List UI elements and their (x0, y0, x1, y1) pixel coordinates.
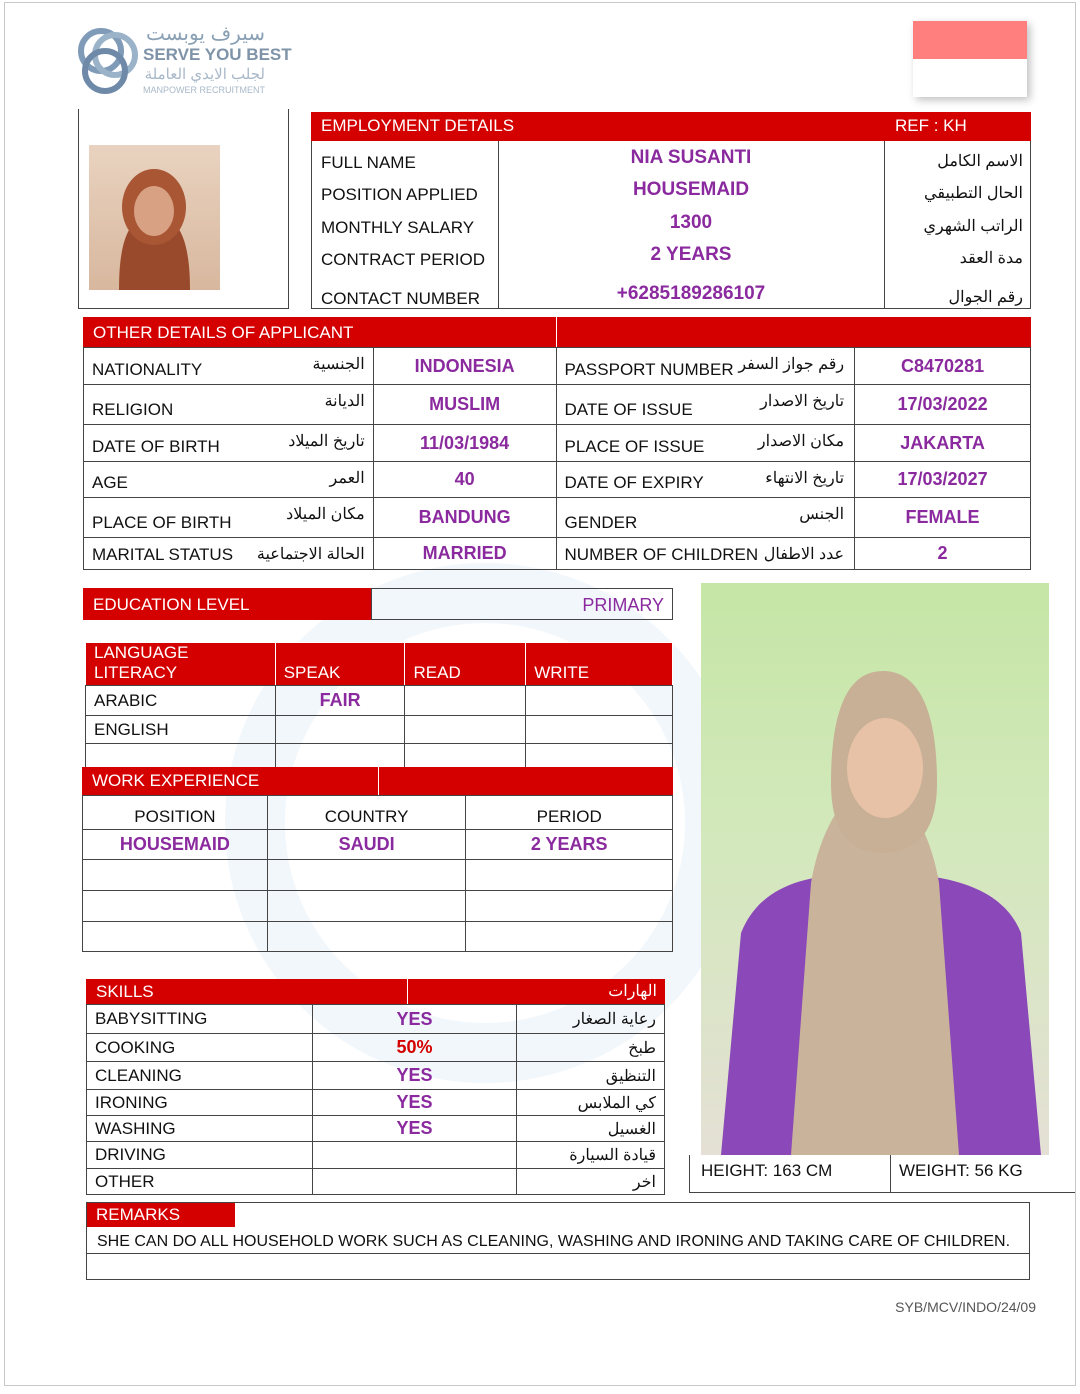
employment-value: HOUSEMAID (632, 179, 750, 200)
work-experience-header-right (378, 767, 673, 795)
employment-label: CONTACT NUMBER (321, 289, 480, 308)
employment-header-label: EMPLOYMENT DETAILS (321, 116, 515, 135)
education-header (83, 588, 371, 620)
passport-field (556, 385, 855, 425)
language-write (526, 744, 673, 770)
applicant-field-label: MARITAL STATUS (92, 545, 234, 564)
employment-label: CONTRACT PERIOD (321, 250, 486, 269)
applicant-field (84, 498, 374, 538)
employment-arabic-label: الحال التطبيقي (924, 185, 1023, 202)
passport-field-value: C8470281 (855, 348, 1031, 385)
applicant-field-value: MUSLIM (373, 385, 556, 425)
skill-row (87, 1142, 665, 1169)
employment-label: FULL NAME (321, 153, 416, 172)
applicant-field-value: BANDUNG (373, 498, 556, 538)
language-column-header: WRITE (526, 643, 673, 686)
applicant-field-arabic: تاريخ الميلاد (288, 433, 365, 450)
passport-field-label: DATE OF EXPIRY (564, 473, 704, 492)
work-column-header: COUNTRY (267, 796, 466, 830)
language-read (405, 686, 526, 716)
logo-arabic-title: سيرف يوبست (145, 23, 265, 45)
height-label: HEIGHT: 163 CM (701, 1161, 833, 1180)
logo-english-title: SERVE YOU BEST (143, 45, 292, 64)
employment-value: +6285189286107 (616, 283, 766, 304)
passport-field-label: PLACE OF ISSUE (564, 437, 705, 456)
work-period (466, 891, 673, 922)
work-position (83, 922, 268, 952)
other-details-row (84, 348, 1031, 385)
work-country: SAUDI (267, 830, 466, 860)
document-code: SYB/MCV/INDO/24/09 (895, 1299, 1036, 1315)
language-speak: FAIR (275, 686, 405, 716)
skill-arabic: التنظيق (517, 1062, 665, 1090)
language-column-header: LANGUAGE LITERACY (86, 643, 276, 686)
skill-name: DRIVING (87, 1142, 313, 1169)
passport-field-arabic: مكان الاصدار (757, 433, 845, 450)
skill-value: YES (312, 1116, 517, 1142)
employment-value: NIA SUSANTI (630, 147, 752, 168)
other-details-row (84, 385, 1031, 425)
flag-red-stripe (913, 21, 1027, 59)
skills-header-arabic: الهارات (608, 983, 657, 1000)
skill-arabic: كي الملابس (517, 1090, 665, 1116)
skill-value: YES (312, 1090, 517, 1116)
passport-field-arabic: رقم جواز السفر (738, 356, 845, 373)
person-silhouette-icon (89, 145, 220, 290)
applicant-field-arabic: الديانة (324, 393, 365, 410)
applicant-field-value: 40 (373, 462, 556, 498)
skills-header-label: SKILLS (96, 982, 154, 1001)
passport-field-label: NUMBER OF CHILDREN (564, 545, 759, 564)
applicant-field-label: NATIONALITY (92, 360, 203, 379)
work-position: HOUSEMAID (83, 830, 268, 860)
skill-row (87, 1116, 665, 1142)
language-write (526, 716, 673, 744)
language-row (86, 716, 673, 744)
applicant-field (84, 348, 374, 385)
language-read (405, 744, 526, 770)
applicant-field-label: DATE OF BIRTH (92, 437, 220, 456)
work-position (83, 891, 268, 922)
employment-arabic-label: الاسم الكامل (937, 153, 1023, 170)
passport-field-value: 17/03/2022 (855, 385, 1031, 425)
work-period (466, 860, 673, 891)
work-experience-table (82, 795, 673, 952)
language-column-header: READ (405, 643, 526, 686)
skill-name: WASHING (87, 1116, 313, 1142)
work-country (267, 860, 466, 891)
other-details-row (84, 462, 1031, 498)
skill-value: YES (312, 1062, 517, 1090)
company-logo (75, 21, 292, 101)
remarks-header-label: REMARKS (96, 1205, 181, 1224)
skill-value (312, 1142, 517, 1169)
other-details-row (84, 498, 1031, 538)
indonesia-flag (913, 21, 1027, 97)
passport-field-value: FEMALE (855, 498, 1031, 538)
logo-arabic-subtitle: لجلب الايدي العاملة (144, 66, 265, 83)
language-write (526, 686, 673, 716)
employment-arabic-label: رقم الجوال (948, 289, 1023, 306)
person-full-body-icon (701, 583, 1049, 1155)
applicant-field-arabic: مكان الميلاد (286, 506, 365, 523)
employment-value: 1300 (669, 212, 713, 233)
work-experience-label: WORK EXPERIENCE (92, 771, 260, 790)
language-row (86, 744, 673, 770)
passport-field-arabic: عدد الاطفال (763, 546, 845, 563)
applicant-field-label: RELIGION (92, 400, 174, 419)
skill-arabic: اخر (517, 1169, 665, 1195)
passport-field-arabic: الجنس (799, 506, 845, 523)
work-experience-header (82, 767, 378, 795)
passport-field-arabic: تاريخ الانتهاء (765, 470, 845, 487)
work-country (267, 922, 466, 952)
education-label: EDUCATION LEVEL (93, 595, 250, 614)
other-details-header (83, 317, 556, 347)
weight-label: WEIGHT: 56 KG (899, 1161, 1023, 1180)
work-position (83, 860, 268, 891)
language-name: ENGLISH (86, 716, 276, 744)
logo-english-subtitle: MANPOWER RECRUITMENT (143, 85, 265, 95)
passport-field (556, 462, 855, 498)
work-column-header: POSITION (83, 796, 268, 830)
skill-name: CLEANING (87, 1062, 313, 1090)
remarks-text: SHE CAN DO ALL HOUSEHOLD WORK SUCH AS CLEANING, WASHING AND IRONING AND TAKING CARE OF CHILDREN. (97, 1233, 1011, 1250)
skills-table (86, 1004, 665, 1195)
skill-arabic: قيادة السيارة (517, 1142, 665, 1169)
passport-photo (89, 145, 220, 290)
passport-field (556, 538, 855, 570)
skill-row (87, 1034, 665, 1062)
other-details-header-right (556, 317, 1031, 347)
applicant-field-arabic: العمر (329, 470, 365, 487)
work-country (267, 891, 466, 922)
applicant-field-label: PLACE OF BIRTH (92, 513, 232, 532)
work-period (466, 922, 673, 952)
other-details-header-label: OTHER DETAILS OF APPLICANT (93, 323, 354, 342)
language-column-header: SPEAK (275, 643, 405, 686)
employment-value: 2 YEARS (650, 244, 732, 265)
ref-label: REF : KH (895, 116, 967, 135)
other-details-table (83, 347, 1031, 570)
passport-field-value: JAKARTA (855, 425, 1031, 462)
applicant-field-value: INDONESIA (373, 348, 556, 385)
skill-name: IRONING (87, 1090, 313, 1116)
logo-knot-icon (75, 25, 141, 97)
work-experience-row (83, 891, 673, 922)
education-value: PRIMARY (582, 595, 664, 615)
employment-arabic-label: مدة العقد (959, 250, 1023, 267)
applicant-field-arabic: الجنسية (312, 356, 365, 373)
flag-white-stripe (913, 59, 1027, 97)
applicant-field (84, 462, 374, 498)
passport-field-label: GENDER (564, 513, 638, 532)
education-value-cell (371, 588, 673, 620)
other-details-row (84, 538, 1031, 570)
passport-field (556, 348, 855, 385)
skill-arabic: رعاية الصغار (517, 1005, 665, 1034)
skill-value: YES (312, 1005, 517, 1034)
applicant-field-value: MARRIED (373, 538, 556, 570)
other-details-row (84, 425, 1031, 462)
skill-arabic: طبخ (517, 1034, 665, 1062)
skill-arabic: الغسيل (517, 1116, 665, 1142)
language-read (405, 716, 526, 744)
skills-header (86, 979, 407, 1004)
language-table (85, 642, 673, 770)
skill-value (312, 1169, 517, 1195)
passport-field (556, 425, 855, 462)
skill-name: OTHER (87, 1169, 313, 1195)
employment-label: POSITION APPLIED (321, 185, 478, 204)
employment-label: MONTHLY SALARY (321, 218, 475, 237)
applicant-field-label: AGE (92, 473, 128, 492)
skill-row (87, 1169, 665, 1195)
language-speak (275, 744, 405, 770)
employment-arabic-label: الراتب الشهري (923, 218, 1023, 235)
work-experience-row (83, 860, 673, 891)
measurements-box (689, 1155, 1075, 1193)
applicant-field-value: 11/03/1984 (373, 425, 556, 462)
skill-name: COOKING (87, 1034, 313, 1062)
skills-header-arabic-cell (407, 979, 665, 1004)
passport-field-value: 2 (855, 538, 1031, 570)
skill-row (87, 1090, 665, 1116)
applicant-field (84, 385, 374, 425)
skill-value: 50% (312, 1034, 517, 1062)
full-body-photo (701, 583, 1049, 1155)
employment-header (311, 112, 886, 141)
work-period: 2 YEARS (466, 830, 673, 860)
work-experience-row (83, 830, 673, 860)
passport-field-label: PASSPORT NUMBER (564, 360, 734, 379)
passport-field (556, 498, 855, 538)
cv-page (4, 2, 1076, 1386)
work-column-header: PERIOD (466, 796, 673, 830)
language-speak (275, 716, 405, 744)
ref-header (885, 112, 1031, 141)
skill-name: BABYSITTING (87, 1005, 313, 1034)
skill-row (87, 1005, 665, 1034)
language-name: ARABIC (86, 686, 276, 716)
skill-row (87, 1062, 665, 1090)
passport-field-value: 17/03/2027 (855, 462, 1031, 498)
applicant-field (84, 538, 374, 570)
work-experience-row (83, 922, 673, 952)
language-name (86, 744, 276, 770)
applicant-field (84, 425, 374, 462)
passport-field-label: DATE OF ISSUE (564, 400, 693, 419)
remarks-box (86, 1202, 1030, 1280)
applicant-field-arabic: الحالة الاجتماعية (256, 546, 365, 563)
language-row (86, 686, 673, 716)
passport-field-arabic: تاريخ الاصدار (760, 393, 845, 410)
